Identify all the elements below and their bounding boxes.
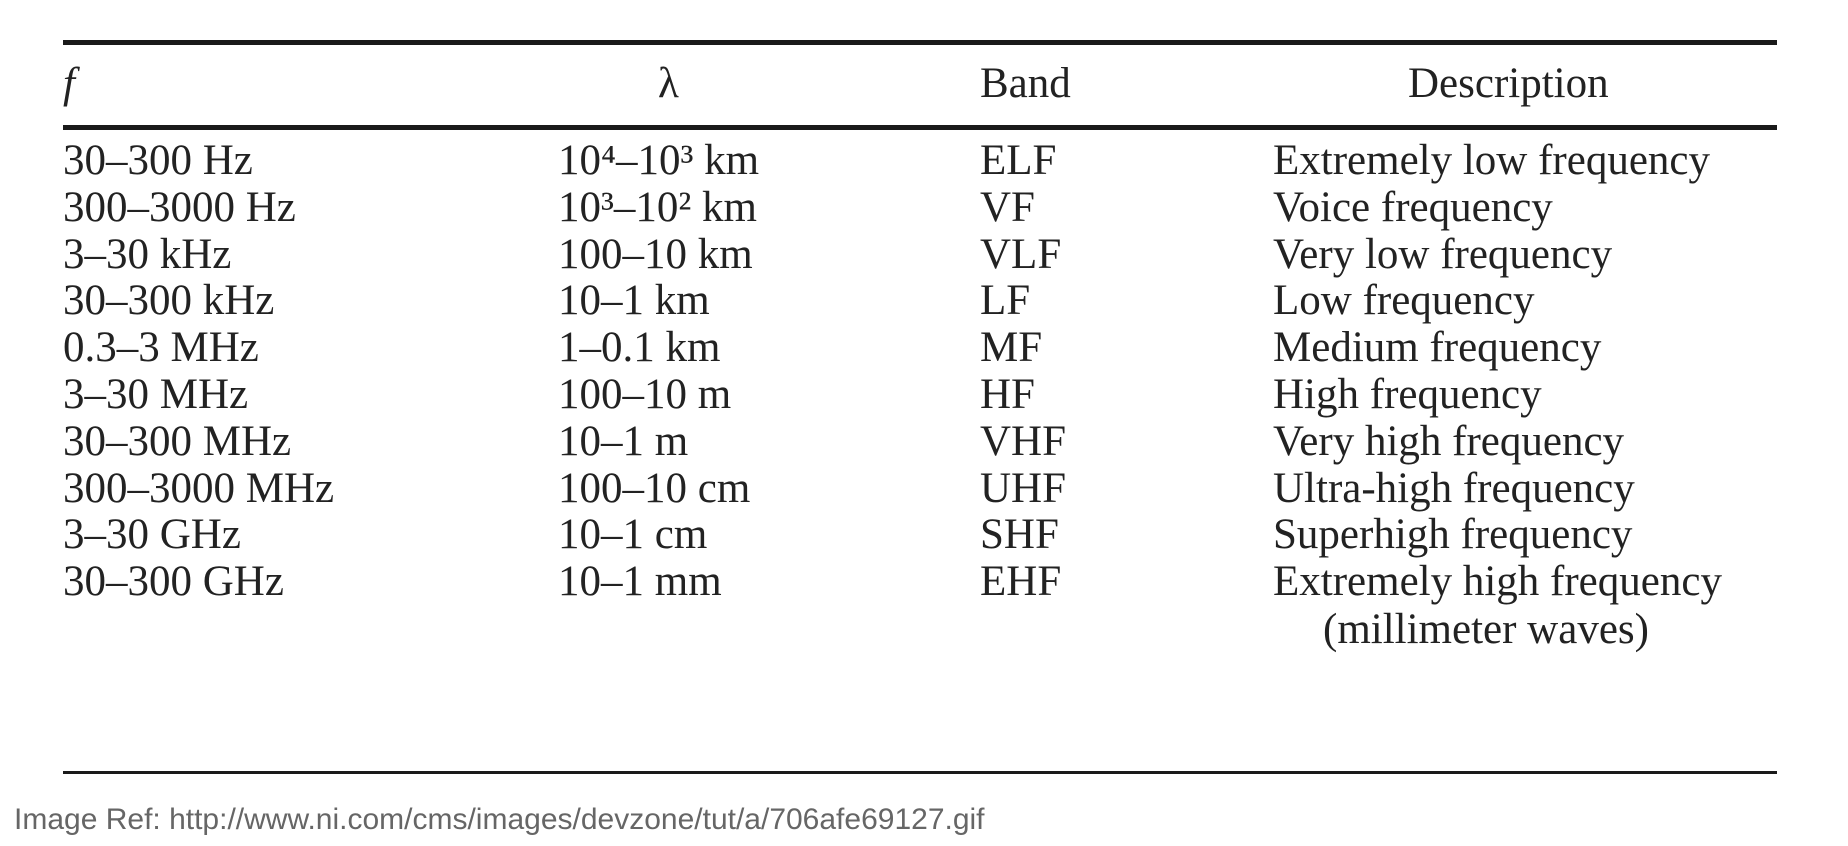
cell-description: Extremely low frequency — [1273, 137, 1710, 184]
header-description: Description — [1408, 60, 1609, 107]
cell-wavelength: 10–1 m — [558, 417, 689, 465]
cell-band: VF — [980, 183, 1035, 231]
cell-description: Extremely high frequency — [1273, 558, 1722, 606]
header-frequency: f — [63, 60, 75, 107]
cell-description-line2: (millimeter waves) — [1323, 606, 1649, 654]
cell-band: EHF — [980, 558, 1062, 606]
cell-frequency: 3–30 kHz — [63, 230, 232, 278]
cell-wavelength: 100–10 km — [558, 230, 753, 278]
cell-band: MF — [980, 324, 1043, 372]
cell-band: VHF — [980, 417, 1067, 465]
cell-description: Voice frequency — [1273, 183, 1553, 231]
cell-wavelength: 100–10 cm — [558, 464, 751, 512]
cell-description: Medium frequency — [1273, 324, 1602, 372]
cell-description: Very high frequency — [1273, 417, 1625, 465]
cell-frequency: 300–3000 Hz — [63, 183, 296, 231]
cell-wavelength: 10⁴–10³ km — [558, 137, 760, 184]
image-reference-caption: Image Ref: http://www.ni.com/cms/images/devzone/tut/a/706afe69127.gif — [14, 803, 985, 836]
cell-wavelength: 1–0.1 km — [558, 324, 721, 372]
cell-description: High frequency — [1273, 371, 1542, 418]
cell-frequency: 3–30 MHz — [63, 371, 249, 418]
cell-description: Ultra-high frequency — [1273, 464, 1635, 512]
table-bottom-rule — [63, 771, 1777, 774]
cell-wavelength: 10–1 km — [558, 277, 710, 325]
cell-band: SHF — [980, 511, 1059, 559]
cell-band: HF — [980, 371, 1035, 418]
cell-frequency: 30–300 MHz — [63, 417, 292, 465]
table-top-rule — [63, 40, 1777, 45]
cell-frequency: 30–300 GHz — [63, 558, 284, 606]
header-wavelength: λ — [658, 60, 679, 107]
cell-band: ELF — [980, 137, 1057, 184]
frequency-band-table — [63, 0, 1777, 780]
cell-frequency: 30–300 kHz — [63, 277, 275, 325]
cell-description: Low frequency — [1273, 277, 1535, 325]
cell-frequency: 300–3000 MHz — [63, 464, 335, 512]
cell-wavelength: 10³–10² km — [558, 183, 757, 231]
header-rule — [63, 125, 1777, 130]
cell-wavelength: 10–1 mm — [558, 558, 722, 606]
cell-band: LF — [980, 277, 1031, 325]
cell-wavelength: 10–1 cm — [558, 511, 708, 559]
header-band: Band — [980, 60, 1071, 107]
cell-description: Very low frequency — [1273, 230, 1613, 278]
cell-description: Superhigh frequency — [1273, 511, 1633, 559]
cell-band: UHF — [980, 464, 1067, 512]
cell-wavelength: 100–10 m — [558, 371, 732, 418]
cell-frequency: 30–300 Hz — [63, 137, 253, 184]
cell-band: VLF — [980, 230, 1062, 278]
cell-frequency: 3–30 GHz — [63, 511, 241, 559]
cell-frequency: 0.3–3 MHz — [63, 324, 259, 372]
